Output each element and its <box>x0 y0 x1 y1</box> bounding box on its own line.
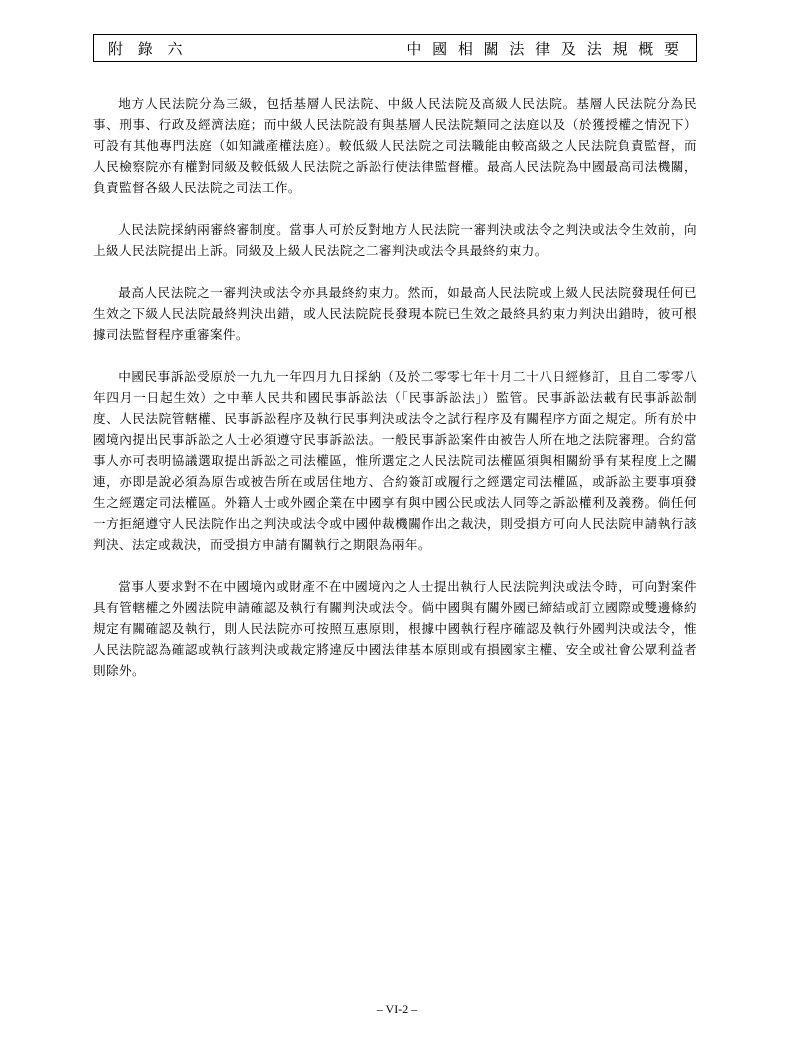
paragraph-court-levels: 地方人民法院分為三級，包括基層人民法院、中級人民法院及高級人民法院。基層人民法院分為民事、刑事、行政及經濟法庭；而中級人民法院設有與基層人民法院類同之法庭以及（於獲授權之情況下）可設有其他專門法庭（如知識產權法庭）。較低級人民法院之司法職能由較高級之人民法院負責監督，而人民檢察院亦有權對同級及較低級人民法院之訴訟行使法律監督權。最高人民法院為中國最高司法機關，負責監督各級人民法院之司法工作。 <box>93 96 697 195</box>
running-header <box>93 34 697 62</box>
paragraph-two-tier-system: 人民法院採納兩審終審制度。當事人可於反對地方人民法院一審判決或法令之判決或法令生效前，向上級人民法院提出上訴。同級及上級人民法院之二審判決或法令具最終約束力。 <box>93 222 697 258</box>
appendix-label: 附 錄 六 <box>108 39 188 58</box>
paragraph-supreme-court-finality: 最高人民法院之一審判決或法令亦具最終約束力。然而，如最高人民法院或上級人民法院發現任何已生效之下級人民法院最終判決出錯，或人民法院院長發現本院已生效之最終具約束力判決出錯時，彼可根據司法監督程序重審案件。 <box>93 285 697 342</box>
body-text <box>93 93 697 702</box>
page-number: – VI-2 – <box>376 1002 418 1016</box>
paragraph-foreign-enforcement: 當事人要求對不在中國境內或財產不在中國境內之人士提出執行人民法院判決或法令時，可向對案件具有管轄權之外國法院申請確認及執行有關判決或法令。倘中國與有關外國已締結或訂立國際或雙邊條約規定有關確認及執行，則人民法院亦可按照互惠原則，根據中國執行程序確認及執行外國判決或法令，惟人民法院認為確認或執行該判決或裁定將違反中國法律基本原則或有損國家主權、安全或社會公眾利益者則除外。 <box>93 579 697 678</box>
paragraph-civil-procedure-law: 中國民事訴訟受原於一九九一年四月九日採納（及於二零零七年十月二十八日經修訂，且自二零零八年四月一日起生效）之中華人民共和國民事訴訟法（「民事訴訟法」）監管。民事訴訟法載有民事訴訟制度、人民法院管轄權、民事訴訟程序及執行民事判決或法令之試行程序及有關程序方面之規定。所有於中國境內提出民事訴訟之人士必須遵守民事訴訟法。一般民事訴訟案件由被告人所在地之法院審理。合約當事人亦可表明協議選取提出訴訟之司法權區，惟所選定之人民法院司法權區須與相關紛爭有某程度上之關連，亦即是說必須為原告或被告所在或居住地方、合約簽訂或履行之經選定司法權區，或訴訟主要事項發生之經選定司法權區。外籍人士或外國企業在中國享有與中國公民或法人同等之訴訟權利及義務。倘任何一方拒絕遵守人民法院作出之判決或法令或中國仲裁機關作出之裁決，則受損方可向人民法院申請執行該判決、法定或裁決，而受損方申請有關執行之期限為兩年。 <box>93 369 697 552</box>
appendix-title: 中 國 相 關 法 律 及 法 規 概 要 <box>406 39 682 58</box>
